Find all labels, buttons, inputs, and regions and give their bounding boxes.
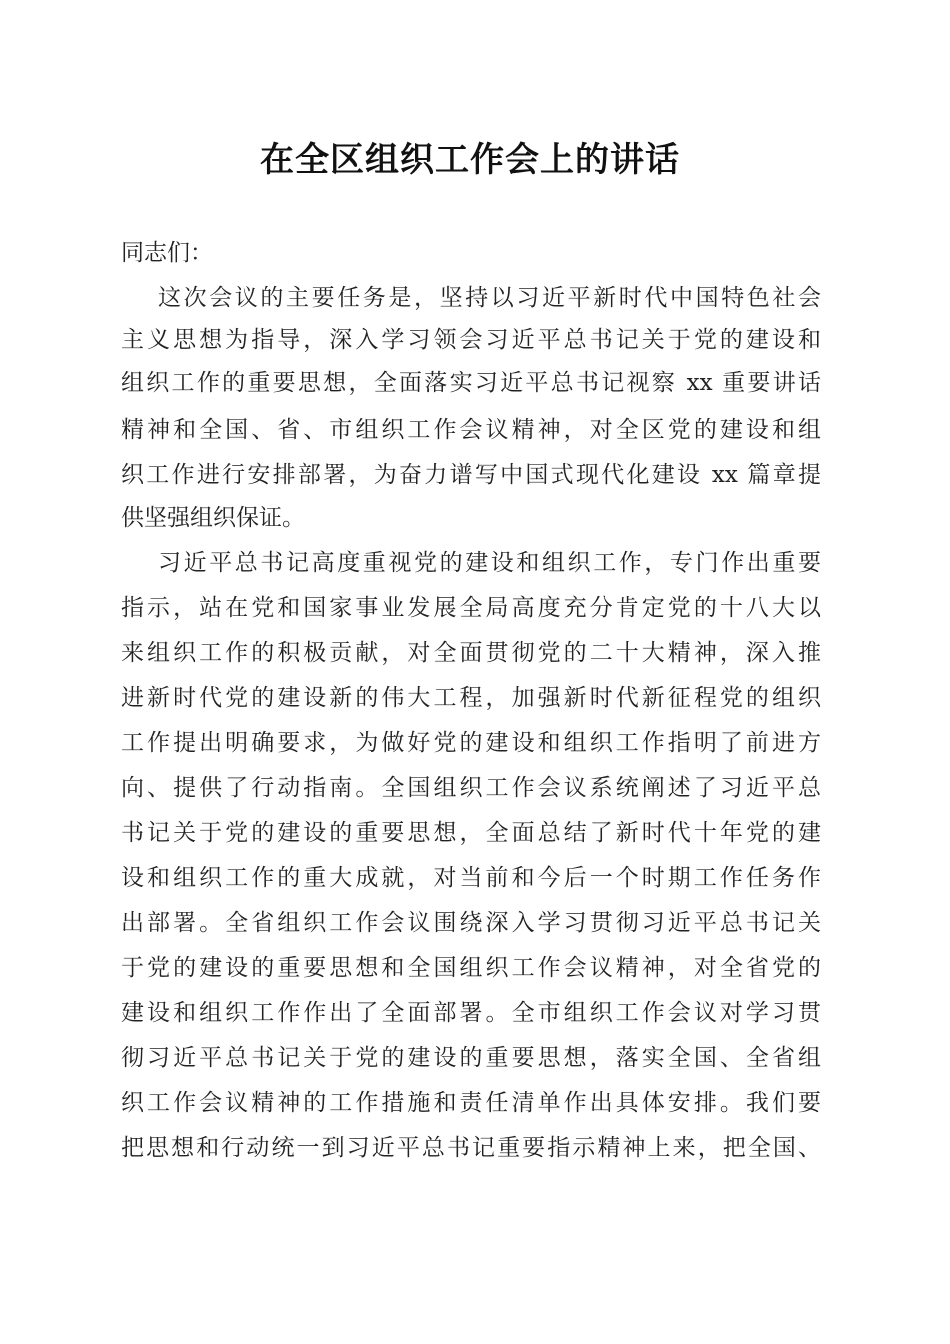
- paragraph-line: 组织工作的重要思想，全面落实习近平总书记视察 xx 重要讲话: [121, 370, 821, 396]
- paragraph-line: 彻习近平总书记关于党的建设的重要思想，落实全国、全省组: [121, 1045, 821, 1071]
- paragraph-line: 工作提出明确要求，为做好党的建设和组织工作指明了前进方: [121, 730, 821, 756]
- paragraph-line: 于党的建设的重要思想和全国组织工作会议精神，对全省党的: [121, 955, 821, 981]
- paragraph-line: 织工作会议精神的工作措施和责任清单作出具体安排。我们要: [121, 1090, 821, 1116]
- paragraph-line: 指示，站在党和国家事业发展全局高度充分肯定党的十八大以: [121, 595, 821, 621]
- paragraph-line: 设和组织工作的重大成就，对当前和今后一个时期工作任务作: [121, 865, 821, 891]
- paragraph-line: 习近平总书记高度重视党的建设和组织工作，专门作出重要: [158, 550, 821, 576]
- paragraph-line: 主义思想为指导，深入学习领会习近平总书记关于党的建设和: [121, 327, 821, 353]
- paragraph-line: 精神和全国、省、市组织工作会议精神，对全区党的建设和组: [121, 417, 821, 443]
- paragraph-line: 出部署。全省组织工作会议围绕深入学习贯彻习近平总书记关: [121, 910, 821, 936]
- paragraph-line: 书记关于党的建设的重要思想，全面总结了新时代十年党的建: [121, 820, 821, 846]
- document-title: 在全区组织工作会上的讲话: [260, 140, 680, 180]
- paragraph-line: 这次会议的主要任务是，坚持以习近平新时代中国特色社会: [158, 285, 821, 311]
- paragraph-line: 向、提供了行动指南。全国组织工作会议系统阐述了习近平总: [121, 775, 821, 801]
- paragraph-line: 来组织工作的积极贡献，对全面贯彻党的二十大精神，深入推: [121, 640, 821, 666]
- paragraph-line: 建设和组织工作作出了全面部署。全市组织工作会议对学习贯: [121, 1000, 821, 1026]
- paragraph-line: 进新时代党的建设新的伟大工程，加强新时代新征程党的组织: [121, 685, 821, 711]
- paragraph-line: 供坚强组织保证。: [121, 505, 305, 531]
- paragraph-line: 织工作进行安排部署，为奋力谱写中国式现代化建设 xx 篇章提: [121, 462, 821, 488]
- salutation: 同志们：: [121, 240, 213, 266]
- paragraph-line: 把思想和行动统一到习近平总书记重要指示精神上来，把全国、: [121, 1135, 821, 1161]
